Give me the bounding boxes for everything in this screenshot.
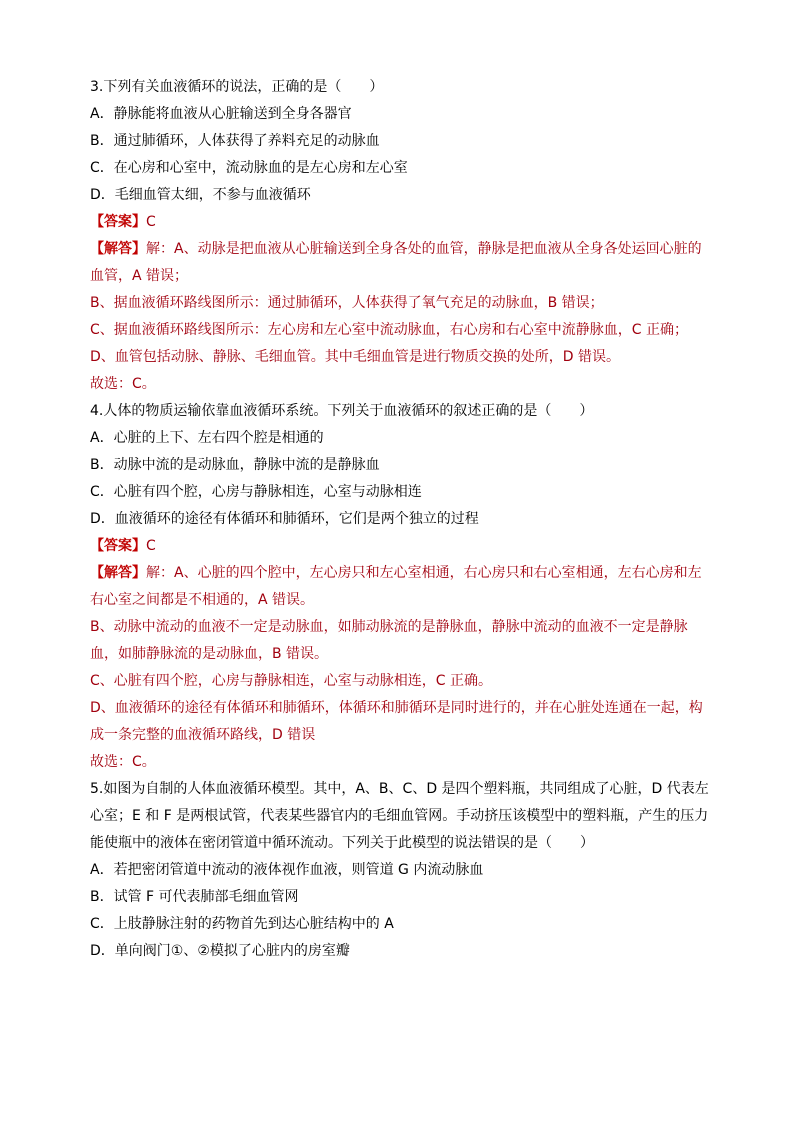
- answer-tag: 【答案】: [90, 538, 146, 554]
- analysis-tag: 【解答】: [90, 241, 146, 257]
- question-4-option-d: D．血液循环的途径有体循环和肺循环，它们是两个独立的过程: [90, 511, 479, 527]
- question-4-analysis-1: [90, 560, 710, 614]
- question-4-option-c: C．心脏有四个腔，心房与静脉相连，心室与动脉相连: [90, 484, 422, 500]
- question-4-analysis-3: C、心脏有四个腔，心房与静脉相连，心室与动脉相连，C 正确。: [90, 673, 492, 689]
- question-4-conclusion: 故选：C。: [90, 754, 156, 770]
- question-4-option-a: A．心脏的上下、左右四个腔是相通的: [90, 430, 324, 446]
- question-3-analysis-1: [90, 236, 710, 290]
- question-4-analysis-4: D、血液循环的途径有体循环和肺循环，体循环和肺循环是同时进行的，并在心脏处连通在一起，构成一条完整的血液循环路线，D 错误: [90, 700, 703, 743]
- answer-tag: 【答案】: [90, 214, 146, 230]
- question-3-option-c: C．在心房和心室中，流动脉血的是左心房和左心室: [90, 160, 408, 176]
- analysis-text: 解：A、心脏的四个腔中，左心房只和左心室相通，右心房只和右心室相通，左右心房和左右心室之间都是不相通的，A 错误。: [90, 565, 702, 608]
- question-5-option-a: A．若把密闭管道中流动的液体视作血液，则管道 G 内流动脉血: [90, 862, 484, 878]
- question-5-option-d: D．单向阀门①、②模拟了心脏内的房室瓣: [90, 943, 350, 959]
- question-5-stem: 5.如图为自制的人体血液循环模型。其中，A、B、C、D 是四个塑料瓶，共同组成了心脏，D 代表左心室；E 和 F 是两根试管，代表某些器官内的毛细血管网。手动挤压该模型中的塑料瓶，产生的压力能使瓶中的液体在密闭管道中循环流动。下列关于此模型的说法错误的是（ ）: [90, 781, 709, 851]
- question-4-analysis-2: B、动脉中流动的血液不一定是动脉血，如肺动脉流的是静脉血，静脉中流动的血液不一定是静脉血，如肺静脉流的是动脉血，B 错误。: [90, 619, 688, 662]
- question-5-option-c: C．上肢静脉注射的药物首先到达心脏结构中的 A: [90, 916, 394, 932]
- question-3-option-b: B．通过肺循环，人体获得了养料充足的动脉血: [90, 133, 380, 149]
- question-4-stem: 4.人体的物质运输依靠血液循环系统。下列关于血液循环的叙述正确的是（ ）: [90, 403, 594, 419]
- answer-value: C: [146, 538, 156, 554]
- question-3-analysis-2: B、据血液循环路线图所示：通过肺循环，人体获得了氧气充足的动脉血，B 错误；: [90, 295, 604, 311]
- question-3-analysis-4: D、血管包括动脉、静脉、毛细血管。其中毛细血管是进行物质交换的处所，D 错误。: [90, 349, 621, 365]
- answer-value: C: [146, 214, 156, 230]
- question-3-conclusion: 故选：C。: [90, 376, 156, 392]
- analysis-tag: 【解答】: [90, 565, 146, 581]
- question-4-option-b: B．动脉中流的是动脉血，静脉中流的是静脉血: [90, 457, 380, 473]
- document-content: [90, 74, 710, 965]
- question-3-option-d: D．毛细血管太细，不参与血液循环: [90, 187, 311, 203]
- question-3-analysis-3: C、据血液循环路线图所示：左心房和左心室中流动脉血，右心房和右心室中流静脉血，C 正确；: [90, 322, 688, 338]
- question-3-answer: [90, 209, 710, 236]
- question-3-option-a: A．静脉能将血液从心脏输送到全身各器官: [90, 106, 352, 122]
- analysis-text: 解：A、动脉是把血液从心脏输送到全身各处的血管，静脉是把血液从全身各处运回心脏的血管，A 错误；: [90, 241, 702, 284]
- question-3-stem: 3.下列有关血液循环的说法，正确的是（ ）: [90, 79, 384, 95]
- question-4-answer: [90, 533, 710, 560]
- question-5-option-b: B．试管 F 可代表肺部毛细血管网: [90, 889, 299, 905]
